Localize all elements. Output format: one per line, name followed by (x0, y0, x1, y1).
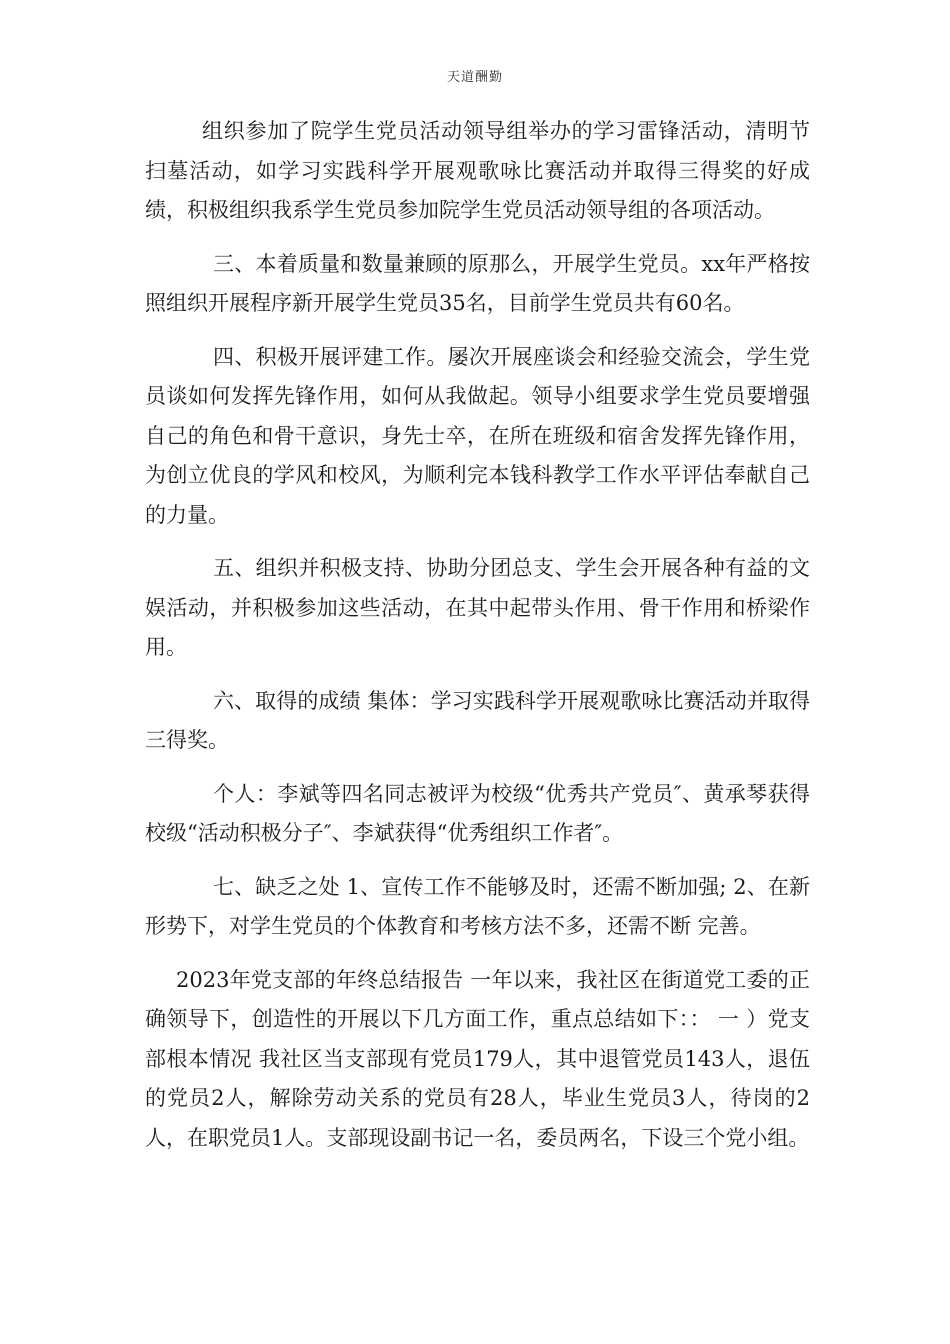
paragraph-section-3: 三、本着质量和数量兼顾的原那么，开展学生党员。xx年严格按照组织开展程序新开展学生党员35名，目前学生党员共有60名。 (145, 251, 810, 315)
paragraph-section-6: 六、取得的成绩 集体：学习实践科学开展观歌咏比赛活动并取得三得奖。 (145, 688, 810, 752)
document-body (145, 112, 810, 1172)
paragraph-activities: 组织参加了院学生党员活动领导组举办的学习雷锋活动，清明节扫墓活动，如学习实践科学开展观歌咏比赛活动并取得三得奖的好成绩，积极组织我系学生党员参加院学生党员活动领导组的各项活动。 (145, 119, 810, 222)
paragraph-section-4: 四、积极开展评建工作。屡次开展座谈会和经验交流会，学生党员谈如何发挥先锋作用，如何从我做起。领导小组要求学生党员要增强自己的角色和骨干意识，身先士卒，在所在班级和宿舍发挥先锋作用，为创立优良的学风和校风，为顺利完本钱科教学工作水平评估奉献自己的力量。 (145, 344, 810, 527)
paragraph-section-5: 五、组织并积极支持、协助分团总支、学生会开展各种有益的文娱活动，并积极参加这些活动，在其中起带头作用、骨干作用和桥梁作用。 (145, 556, 810, 659)
paragraph-individual-awards: 个人：李斌等四名同志被评为校级“优秀共产党员″、黄承琴获得校级“活动积极分子″、李斌获得“优秀组织工作者″。 (145, 781, 810, 845)
paragraph-section-7: 七、缺乏之处 1、宣传工作不能够及时，还需不断加强; 2、在新形势下，对学生党员的个体教育和考核方法不多，还需不断 完善。 (145, 874, 810, 938)
paragraph-annual-report: 2023年党支部的年终总结报告 一年以来，我社区在街道党工委的正确领导下，创造性的开展以下几方面工作，重点总结如下：： 一 ）党支部根本情况 我社区当支部现有党员179人，其中退管党员143人，退伍的党员2人，解除劳动关系的党员有28人，毕业生党员3人，待岗的2人，在职党员1人。支部现设副书记一名，委员两名，下设三个党小组。 (145, 967, 810, 1150)
page-header: 天道酬勤 (446, 70, 503, 85)
